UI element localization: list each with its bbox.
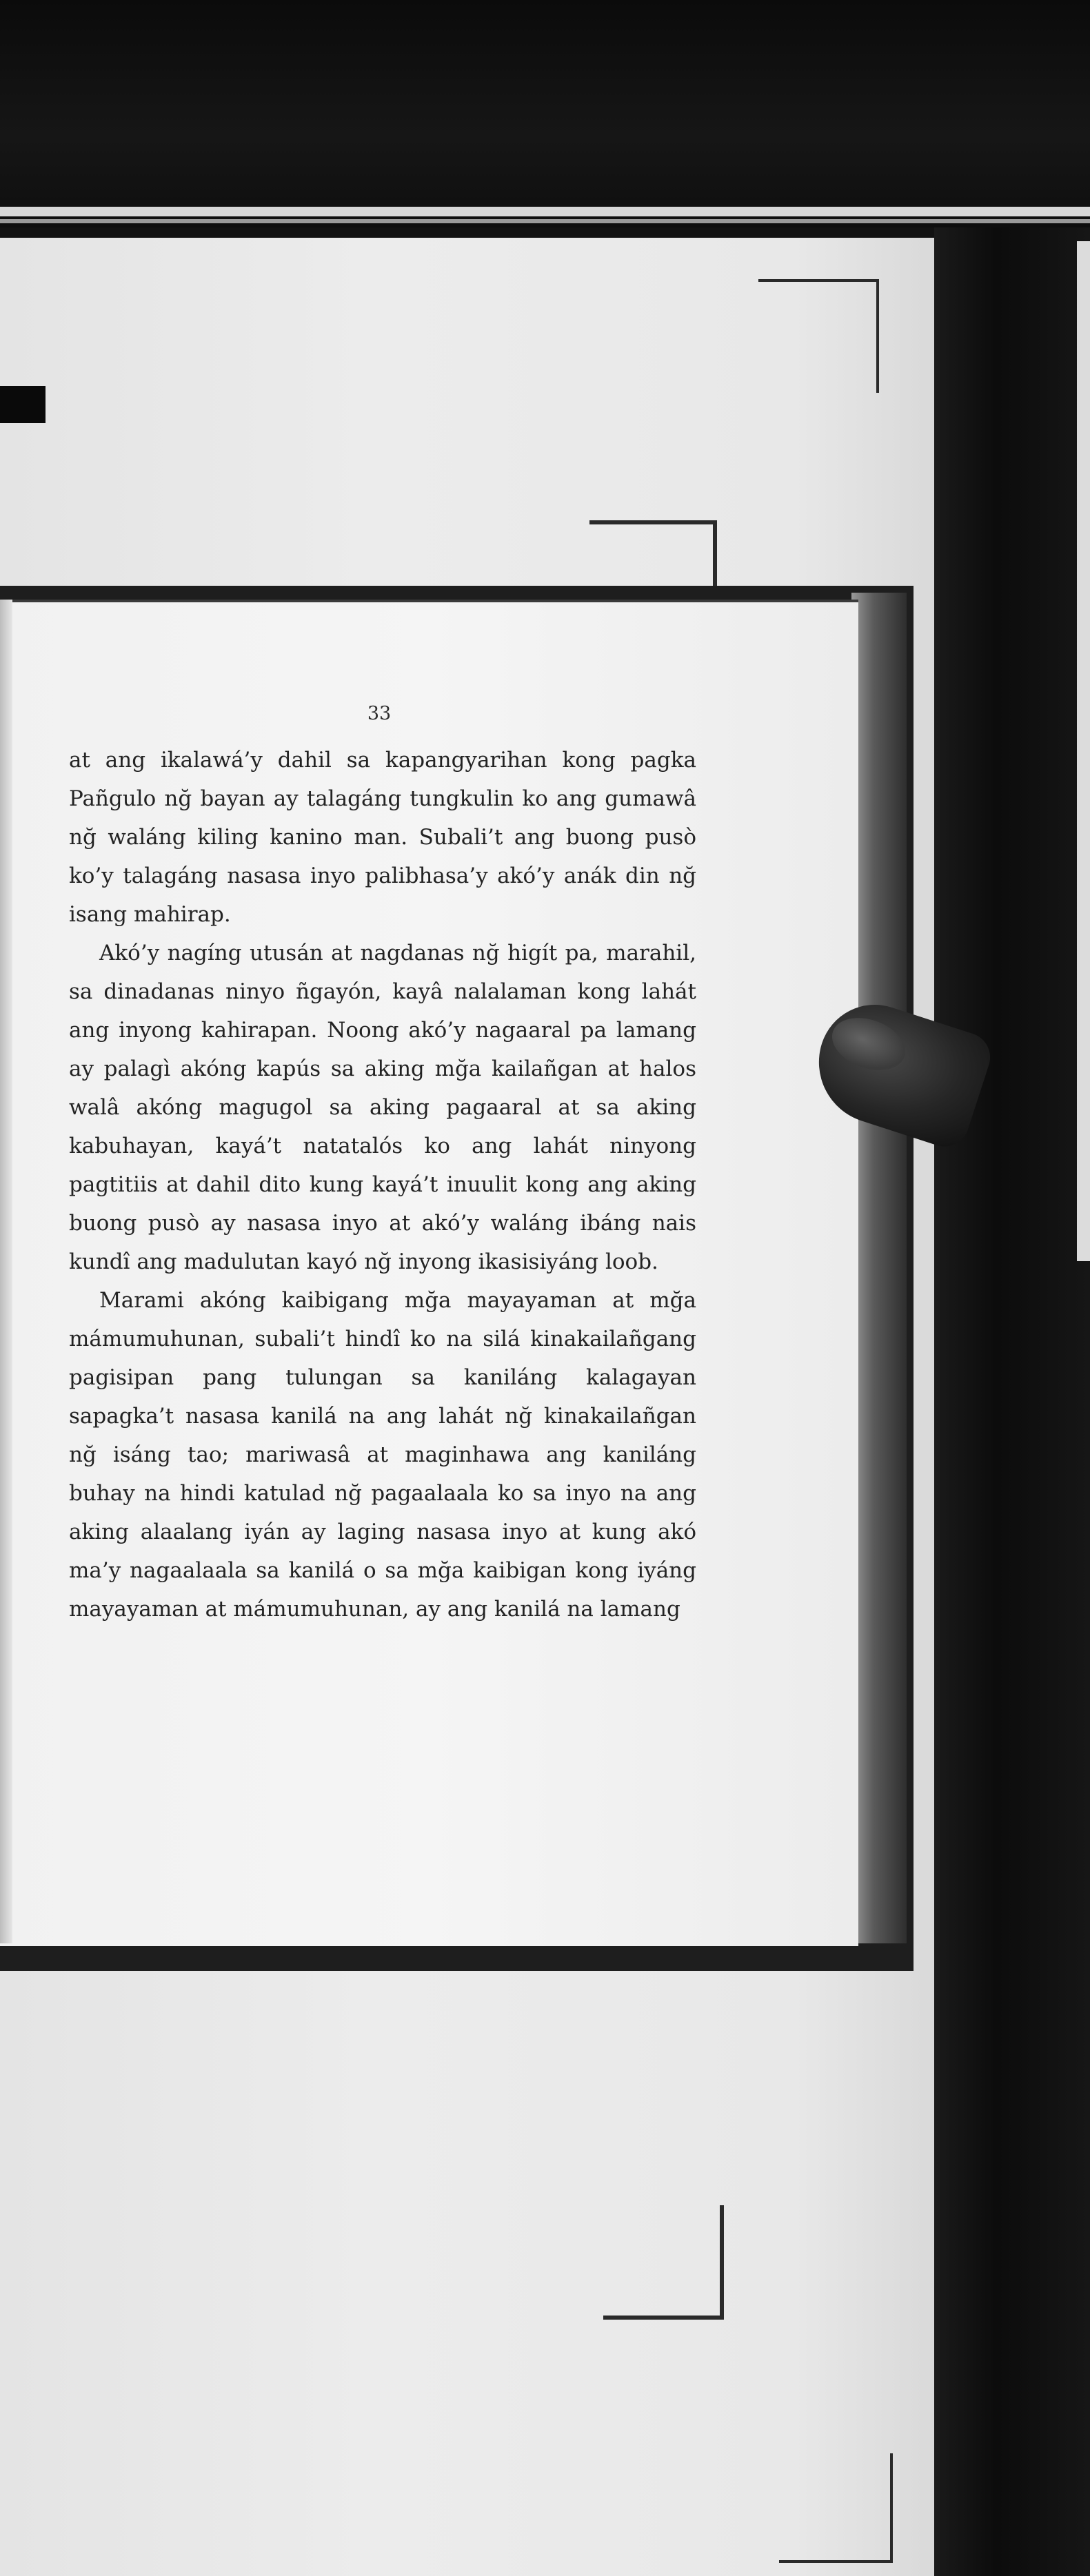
right-paper-sliver [1077, 241, 1090, 1261]
top-gray-line [0, 219, 1090, 223]
top-dark-band [0, 0, 1090, 227]
book-page-edge-right [851, 593, 907, 1943]
crop-mark-top-right-h [758, 279, 879, 282]
paragraph-2: Akó’y nagíng utusán at nagdanas nğ higít pa, marahil, sa dinadanas ninyo ñgayón, kayâ nalalaman kong lahát ang inyong kahirapan. Noong akó’y nagaaral pa lamang ay palagì akóng kapús sa aking mğa kailañgan at halos walâ akóng magugol sa aking pagaaral at sa aking kabuhayan, kayá’t natatalós ko ang lahát ninyong pagtitiis at dahil dito kung kayá’t inuulit kong ang aking buong pusò ay nasasa inyo at akó’y waláng ibáng nais kundî ang madulutan kayó nğ inyong ikasisiyáng loob. [69, 941, 696, 1274]
crop-mark-bottom-v [890, 2453, 893, 2563]
crop-mark-top-right-v [876, 279, 879, 393]
book-page-left-edge [0, 600, 12, 1943]
page-number: 33 [367, 703, 392, 724]
crop-mark-lower-v [720, 2205, 724, 2320]
paragraph-3: Marami akóng kaibigang mğa mayayaman at mğa mámumuhunan, subali’t hindî ko na silá kinakailañgang pagisipan pang tulungan sa kaniláng kalagayan sapagka’t nasasa kanilá na ang lahát nğ kinakailañgan nğ isáng tao; mariwasâ at maginhawa ang kaniláng buhay na hindi katulad nğ pagaalaala ko sa inyo na ang aking alaalang iyán ay laging nasasa inyo at kung akó ma’y nagaalaala sa kanilá o sa mğa kaibigan kong iyáng mayayaman at mámumuhunan, ay ang kanilá na lamang [69, 1288, 696, 1622]
paragraph-1: at ang ikalawá’y dahil sa kapangyarihan kong pagka Pañgulo nğ bayan ay talagáng tungkulin ko ang gumawâ nğ waláng kiling kanino man. Subali’t ang buong pusò ko’y talagáng nasasa inyo palibhasa’y akó’y anák din nğ isang mahirap. [69, 748, 696, 927]
right-dark-column [934, 227, 1090, 2576]
crop-mark-upper-v [713, 520, 717, 586]
crop-mark-bottom-h [779, 2560, 893, 2563]
page-text [69, 741, 696, 1628]
crop-mark-upper-h [589, 520, 717, 524]
crop-mark-lower-h [603, 2316, 724, 2320]
top-light-stripe [0, 207, 1090, 216]
left-black-mark [0, 386, 46, 423]
